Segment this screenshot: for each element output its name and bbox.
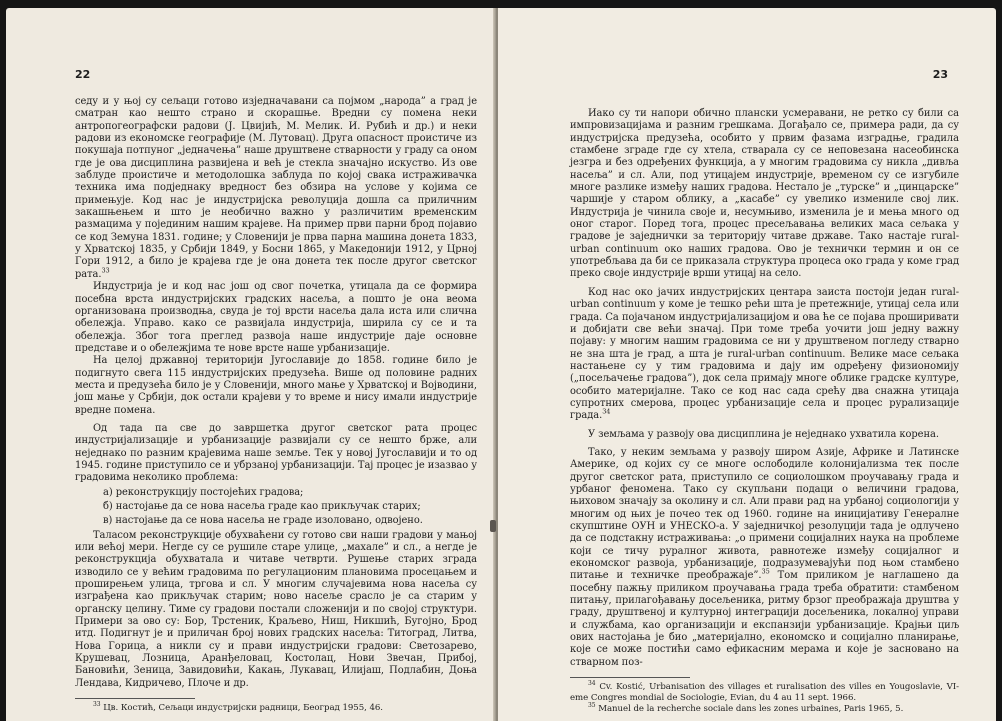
binding-staple [490, 520, 496, 532]
footnote: $^{34}$ Cv. Kostić, Urbanisation des villages et ruralisation des villes en Yougoslavie, VI-eme Congres mondial de Sociologie, Evian, du 4 au 11 sept. 1966. [570, 680, 959, 704]
footnote-number: 35 [588, 702, 596, 710]
paragraph: седу и у њој су сељаци готово изједначавани са појмом „народа” а град је сматран као нешто страно и скорашње. Вредни су помена неки антропогеографски радови (Ј. Цвијић, М. Мелик. И. Рубић и др.) и неки радови из економске географије (М. Лутовац). Друга опасност проистиче из покушаја потпуног „једначења” наше друштвене стварности у граду са оном где је ова дисциплина развијена и већ је стекла значајно искуство. Из ове заблуде проистиче и методолошка заблуда по којој свака истраживачка техника има подједнаку вредност без обзира на услове у којима се примењује. Код нас је индустријска револуција дошла са приличним закашњењем и што је необично важно у различитим временским размацима у појединим нашим крајевe. На пример први парни брод појавио се код Земуна 1831. године; у Словенији је прва парна машина донета 1833, у Хрватској 1835, у Србији 1849, у Босни 1865, у Македонији 1912, у Црној Гори 1912, а било је крајева где је она донета тек после другог светског рата.$^{33}$ [75, 96, 477, 280]
footnote-ref: 35 [761, 568, 770, 577]
footnote: $^{33}$ Цв. Костић, Сељаци индустријски радници, Београд 1955, 46. [93, 701, 383, 714]
footnote-divider [570, 677, 690, 678]
paragraph: У земљама у развоју ова дисциплина је неједнако ухватила корена. [588, 428, 939, 440]
paragraph: Таласом реконструкције обухваћени су готово сви наши градови у мањој или већој мери. Негде су се рушиле старе улице, „махале” и сл., а негде је реконструкција обухватала и читаве четврти. Рушење старих зграда изводило се у већим градовима по регулационим плановима просецањем и проширењем улица, тргова и сл. У многим случајевима нова насеља су изграђена као прикључак старим; ново насеље срасло је са старим у органску целину. Тиме су градови постали сложенији и по својој структури. Примери за ово су: Бор, Трстеник, Краљево, Ниш, Никшић, Бугојно, Брод итд. Подигнут је и приличан број нових градских насеља: Титоград, Литва, Нова Горица, а никли су и прави индустријски градови: Светозарево, Крушевац, Лозница, Аранђеловац, Костолац, Нови Звечан, Прибој, Бановићи, Зеница, Завидовићи, Какањ, Лукавац, Илијаш, Подлабин, Доња Лендава, Кидричево, Плоче и др. [75, 529, 477, 689]
left-page [6, 8, 495, 721]
paragraph: Иако су ти напори обично плански усмеравани, не ретко су били са импровизацијама и разним грешкама. Догађало се, примера ради, да су индустријска предузећа, особито у првим фазама изградње, градила стамбене зграде где су хтела, стварала су се неповезана насеобинска језгра и без одређених функција, а у многим градовима су никла „дивља насеља” и сл. Али, под утицајем индустрије, временом су се изгубиле многе разлике између наших градова. Нестало је „турске” и „цинцарске” чаршије у старом облику, а „касабе” су увелико измениле свој лик. Индустрија је чинила своје и, несумњиво, изменила је и мења много од оног старог. Поред тога, процес пресељавања великих маса сељака у градове је заједнички за територију читаве државе. Тако настаје rural-urban continuum око наших градова. Ово је технички термин и он се употребљава да би се приказала структура процеса око града у коме град преко своје индустрије врши утицај на село. [570, 108, 959, 280]
list-item: а) реконструкцију постојећих градова; [103, 486, 304, 498]
footnote-ref: 34 [602, 407, 611, 416]
page-number: 22 [75, 68, 91, 81]
paragraph: Индустрија је и код нас још од свог почетка, утицала да се формира посебна врста индустријских градских насеља, а пошто је она веома организована производња, свуда је тој врсти насеља дала иста или слична обележја. Управо. како се развијала индустрија, ширила су се и та обележја. Због тога преглед развоја наше индустрије даје основне представе и о обележјима те нове врсте наше урбанизације. [75, 281, 477, 354]
page-number: 23 [932, 68, 948, 81]
footnote-number: 33 [93, 701, 101, 709]
left-text-column [75, 96, 477, 714]
paragraph: Од тада па све до завршетка другог светског рата процес индустријализације и урбанизације развијали су се нешто брже, али неједнако по разним крајевима наше земље. Тек у новој Југославији и то од 1945. године приступило се и убрзаној урбанизацији. Тај процес је изазвао у градовима неколико проблема: [75, 422, 477, 484]
list-item: в) настојање да се нова насеља не граде изоловано, одвојено. [103, 515, 423, 527]
footnote-divider [75, 698, 195, 699]
right-text-column [570, 108, 959, 715]
paragraph: Код нас око јачих индустријских центара заиста постоји један rural-urban continuum у коме је тешко рећи шта је претежније, утицај села или града. Са појачаном индустријализацијом и ова ће се појава проширивати и добијати све већи значај. При томе треба уочити још једну важну појаву: у многим нашим градовима се ни у друштвеном погледу стварно не зна шта је град, а шта је rural-urban continuum. Велике масе сељака настањене су у тим градовима и дају им одређену физиономију („посељачење градова”), док села примају многе облике градске културе, особито материјалне. Тако се код нас сада срећу два снажна утицаја супротних смерова, процес урбанизације села и процес рурализације града.$^{34}$ [570, 286, 959, 422]
paragraph: Тако, у неким земљама у развоју широм Азије, Африке и Латинске Америке, од којих су се многе ослободиле колонијализма тек после другог светског рата, приступило се социолошком проучавању града и урбаног феномена. Тако су скупљани подаци о величини градова, њиховом значају за околину и сл. Али прави рад на урбаној социологији у многим од њих је почео тек од 1960. године на иницијативу Генералне скупштине ОУН и УНЕСКО-а. У заједничкој резолуцији тада је одлучено да се подстакну истраживања: „о примени социјалних наука на проблеме који се тичу руралног живота, равнотеже између социјалног и економског развоја, урбанизације, подразумевајући под њом стамбено питање и техничке преображаје”.$^{35}$ Том приликом је наглашено да посебну пажњу приликом проучавања града треба обратити: стамбеном питању, прилагођавању досељеника, ритму брзог преображаја друштва у граду, друштвеној и културној интеграцији досељеника, локалној управи и службама, као организацији и експанзији урбанизације. Крајњи циљ ових настојања је био „материјално, економско и социјално планирање, које се може постићи само ефикасним мерама и које је засновано на стварном поз- [570, 446, 959, 668]
footnote-ref: 33 [101, 266, 110, 275]
footnote: $^{35}$ Manuel de la recherche sociale dans les zones urbaines, Paris 1965, 5. [588, 702, 904, 715]
paragraph: На целој државној територији Југославије до 1858. године било је подигнуто свега 115 индустријских предузећа. Више од половине радних места и предузећа било је у Словенији, много мање у Хрватској и Војводини, још мање у Србији, док остали крајеви у то време и нису имали индустрије вредне помена. [75, 355, 477, 416]
list-item: б) настојање да се нова насеља граде као прикључак старих; [103, 501, 421, 512]
right-page [498, 8, 996, 721]
footnote-number: 34 [588, 680, 596, 688]
